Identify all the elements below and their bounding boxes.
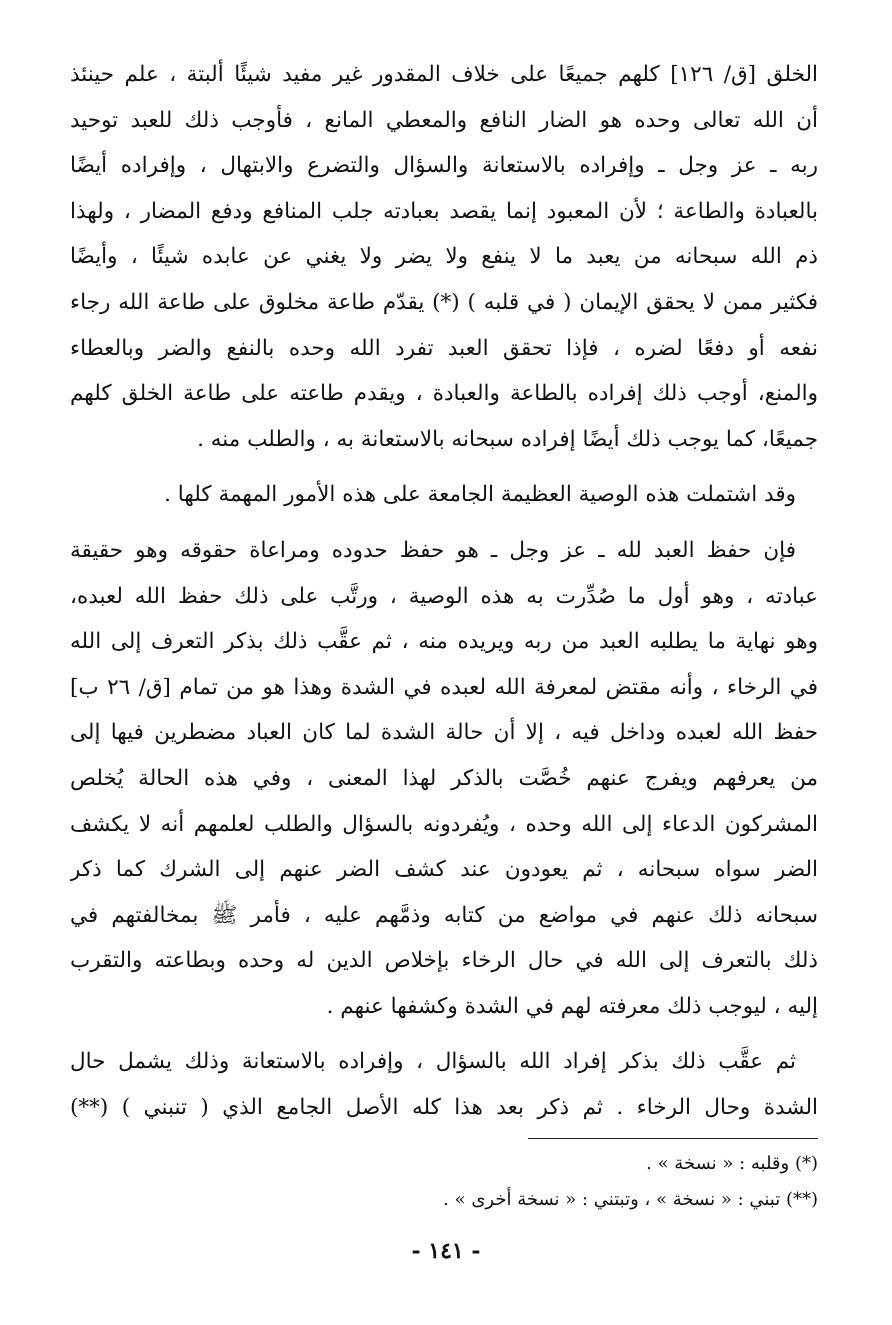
text-line: ذم الله سبحانه من يعبد ما لا ينفع ولا يضر ولا يغني عن عابده شيئًا ، وأيضًا (70, 244, 818, 270)
text-line: ذلك بالتعرف إلى الله في حال الرخاء بإخلاص الدين له وحده وبطاعته والتقرب (70, 948, 818, 974)
text-line: بالعبادة والطاعة ؛ لأن المعبود إنما يقصد بعبادته جلب المنافع ودفع المضار ، ولهذا (70, 198, 818, 224)
text-line: ربه ـ عز وجل ـ وإفراده بالاستعانة والسؤال والتضرع والابتهال ، وإفراده أيضًا (70, 153, 818, 179)
text-line: فإن حفظ العبد لله ـ عز وجل ـ هو حفظ حدوده ومراعاة حقوقه وهو حقيقة (70, 537, 796, 563)
text-line: سبحانه ذلك عنهم في مواضع من كتابه وذمَّهم عليه ، فأمر ﷺ بمخالفتهم في (70, 902, 818, 928)
text-line: حفظ الله لعبده وداخل فيه ، إلا أن حالة الشدة لما كان العباد مضطرين فيها إلى (70, 720, 818, 746)
text-line: ثم عقَّب ذلك بذكر إفراد الله بالسؤال ، وإفراده بالاستعانة وذلك يشمل حال (70, 1049, 796, 1075)
text-line: والمنع، أوجب ذلك إفراده بالطاعة والعبادة ، ويقدم طاعته على طاعة الخلق كلهم (70, 381, 818, 407)
paragraph-4 (70, 1039, 818, 1130)
footnotes (70, 1146, 818, 1218)
text-line: فكثير ممن لا يحقق الإيمان ( في قلبه ) (*) يقدّم طاعة مخلوق على طاعة الله رجاء (70, 289, 818, 315)
text-line: الضر سواه سبحانه ، ثم يعودون عند كشف الضر عنهم إلى الشرك كما ذكر (70, 857, 818, 883)
text-line: الخلق [ق/ ١٢٦] كلهم جميعًا على خلاف المقدور غير مفيد شيئًا ألبتة ، علم حينئذ (70, 62, 818, 87)
text-line: من يعرفهم ويفرج عنهم خُصَّت بالذكر لهذا المعنى ، وفي هذه الحالة يُخلص (70, 765, 818, 791)
text-line: المشركون الدعاء إلى الله وحده ، ويُفردونه بالسؤال والطلب لعلمهم أنه لا يكشف (70, 811, 818, 837)
footnote-divider (528, 1138, 818, 1139)
text-line: عبادته ، وهو أول ما صُدِّرت به هذه الوصية ، ورتَّب على ذلك حفظ الله لعبده، (70, 583, 818, 609)
text-line: جميعًا، كما يوجب ذلك أيضًا إفراده سبحانه بالاستعانة به ، والطلب منه . (197, 426, 818, 452)
text-line: وقد اشتملت هذه الوصية العظيمة الجامعة على هذه الأمور المهمة كلها . (164, 482, 796, 508)
main-text (70, 52, 818, 1131)
text-line: نفعه أو دفعًا لضره ، فإذا تحقق العبد تفرد الله وحده بالنفع والضر وبالعطاء (70, 335, 818, 361)
footnote: (*) وقلبه : « نسخة » . (646, 1153, 818, 1174)
text-line: في الرخاء ، وأنه مقتض لمعرفة الله لعبده في الشدة وهذا هو من تمام [ق/ ٢٦ ب] (70, 674, 818, 700)
paragraph-3 (70, 528, 818, 1030)
footnote: (**) تبني : « نسخة » ، وتبتني : « نسخة أخرى » . (443, 1189, 818, 1210)
text-line: وهو نهاية ما يطلبه العبد من ربه ويريده منه ، ثم عقَّب ذلك بذكر التعرف إلى الله (70, 629, 818, 655)
text-line: أن الله تعالى وحده هو الضار النافع والمعطي المانع ، فأوجب ذلك للعبد توحيد (70, 107, 818, 133)
text-line: إليه ، ليوجب ذلك معرفته لهم في الشدة وكشفها عنهم . (326, 993, 818, 1019)
paragraph-1 (70, 52, 818, 462)
page-number: - ١٤١ - (411, 1238, 481, 1264)
text-line: الشدة وحال الرخاء . ثم ذكر بعد هذا كله الأصل الجامع الذي ( تنبني ) (**) (70, 1095, 818, 1121)
paragraph-2 (70, 472, 818, 518)
